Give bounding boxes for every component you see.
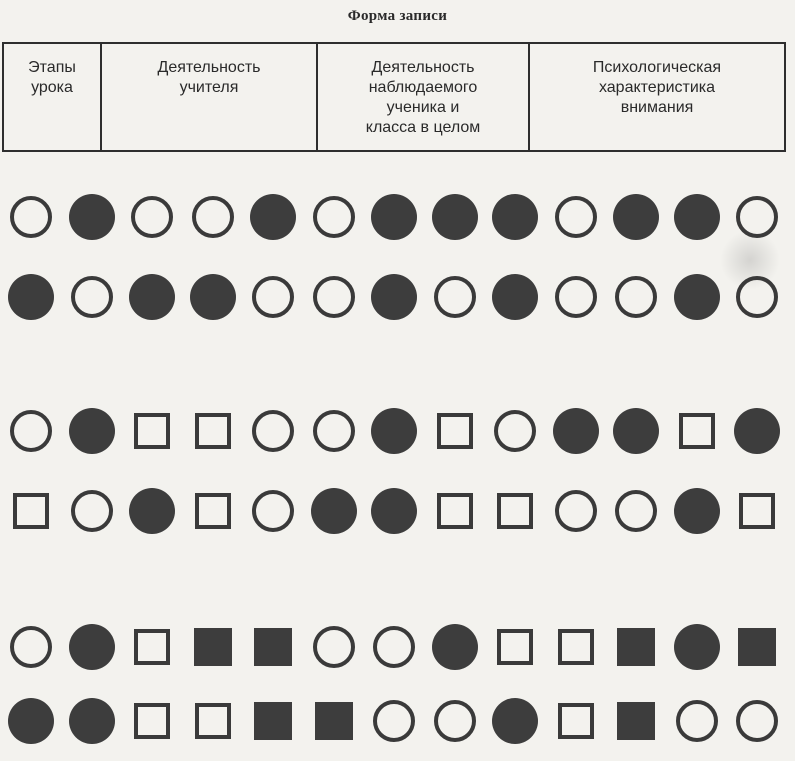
circle-open-symbol: [313, 626, 355, 668]
circle-filled-symbol: [674, 274, 720, 320]
circle-filled-symbol: [250, 194, 296, 240]
circle-filled-symbol: [371, 488, 417, 534]
circle-filled-symbol: [69, 624, 115, 670]
circle-filled-symbol: [674, 624, 720, 670]
square-open-symbol: [497, 629, 533, 665]
circle-open-symbol: [192, 196, 234, 238]
circle-open-symbol: [555, 490, 597, 532]
square-open-symbol: [13, 493, 49, 529]
circle-open-symbol: [676, 700, 718, 742]
square-open-symbol: [558, 703, 594, 739]
circle-filled-symbol: [674, 194, 720, 240]
circle-filled-symbol: [371, 408, 417, 454]
circle-open-symbol: [10, 196, 52, 238]
square-open-symbol: [134, 413, 170, 449]
circle-filled-symbol: [69, 408, 115, 454]
circle-open-symbol: [313, 410, 355, 452]
circle-open-symbol: [252, 490, 294, 532]
header-lesson-stages: Этапы урока: [3, 43, 101, 151]
square-open-symbol: [195, 413, 231, 449]
circle-filled-symbol: [492, 698, 538, 744]
circle-open-symbol: [71, 276, 113, 318]
circle-filled-symbol: [371, 274, 417, 320]
circle-open-symbol: [736, 276, 778, 318]
circle-open-symbol: [10, 626, 52, 668]
square-filled-symbol: [254, 628, 292, 666]
circle-filled-symbol: [311, 488, 357, 534]
circle-filled-symbol: [492, 194, 538, 240]
circle-open-symbol: [373, 700, 415, 742]
circle-open-symbol: [555, 196, 597, 238]
circle-filled-symbol: [69, 194, 115, 240]
square-open-symbol: [679, 413, 715, 449]
circle-filled-symbol: [492, 274, 538, 320]
circle-open-symbol: [313, 196, 355, 238]
square-open-symbol: [558, 629, 594, 665]
circle-filled-symbol: [8, 698, 54, 744]
header-attention-characteristics: Психологическая характеристика внимания: [529, 43, 785, 151]
circle-open-symbol: [71, 490, 113, 532]
circle-open-symbol: [131, 196, 173, 238]
circle-open-symbol: [615, 276, 657, 318]
circle-filled-symbol: [8, 274, 54, 320]
square-open-symbol: [739, 493, 775, 529]
circle-open-symbol: [252, 276, 294, 318]
square-filled-symbol: [194, 628, 232, 666]
circle-filled-symbol: [613, 408, 659, 454]
circle-open-symbol: [736, 196, 778, 238]
square-open-symbol: [195, 493, 231, 529]
circle-filled-symbol: [432, 194, 478, 240]
circle-filled-symbol: [613, 194, 659, 240]
circle-open-symbol: [615, 490, 657, 532]
square-open-symbol: [134, 629, 170, 665]
header-student-activity: Деятельность наблюдаемого ученика и класса в целом: [317, 43, 529, 151]
square-filled-symbol: [254, 702, 292, 740]
header-teacher-activity: Деятельность учителя: [101, 43, 317, 151]
page-title: Форма записи: [347, 8, 448, 24]
circle-open-symbol: [434, 700, 476, 742]
square-open-symbol: [497, 493, 533, 529]
circle-filled-symbol: [674, 488, 720, 534]
circle-open-symbol: [313, 276, 355, 318]
square-filled-symbol: [315, 702, 353, 740]
square-open-symbol: [134, 703, 170, 739]
circle-open-symbol: [434, 276, 476, 318]
circle-filled-symbol: [129, 274, 175, 320]
circle-filled-symbol: [553, 408, 599, 454]
circle-open-symbol: [373, 626, 415, 668]
circle-filled-symbol: [371, 194, 417, 240]
circle-filled-symbol: [129, 488, 175, 534]
circle-filled-symbol: [190, 274, 236, 320]
square-open-symbol: [437, 493, 473, 529]
square-filled-symbol: [617, 702, 655, 740]
circle-open-symbol: [10, 410, 52, 452]
circle-open-symbol: [494, 410, 536, 452]
circle-open-symbol: [252, 410, 294, 452]
square-filled-symbol: [738, 628, 776, 666]
square-filled-symbol: [617, 628, 655, 666]
circle-open-symbol: [555, 276, 597, 318]
circle-filled-symbol: [432, 624, 478, 670]
circle-open-symbol: [736, 700, 778, 742]
circle-filled-symbol: [734, 408, 780, 454]
square-open-symbol: [437, 413, 473, 449]
circle-filled-symbol: [69, 698, 115, 744]
square-open-symbol: [195, 703, 231, 739]
